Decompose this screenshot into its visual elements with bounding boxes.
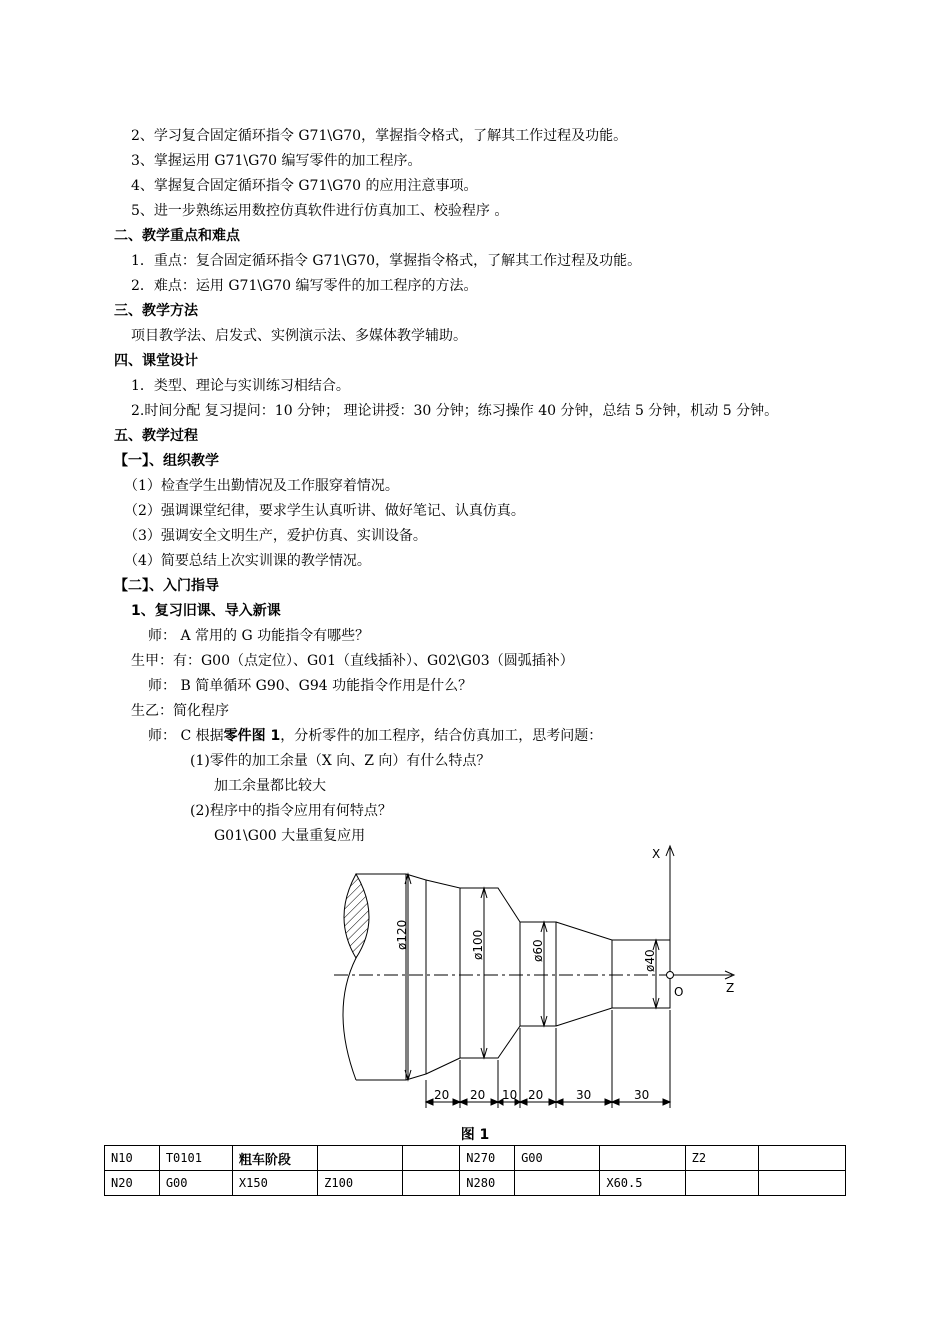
part-1-item-2: （2）强调课堂纪律，要求学生认真听讲、做好笔记、认真仿真。: [124, 503, 525, 519]
table-cell: N10: [105, 1146, 160, 1171]
table-cell: 粗车阶段: [232, 1146, 317, 1171]
answer-1: 加工余量都比较大: [214, 778, 326, 794]
table-cell: Z100: [318, 1171, 403, 1196]
dialog-student-a: 生甲：有：G00（点定位）、G01（直线插补）、G02\G03（圆弧插补）: [131, 653, 574, 669]
table-cell: Z2: [685, 1146, 758, 1171]
dialog-teacher-c: [148, 727, 602, 745]
table-cell: X150: [232, 1171, 317, 1196]
figure-caption: 图 1: [460, 1127, 490, 1143]
origin-label: O: [674, 985, 684, 999]
diameter-40: ø40: [643, 949, 657, 972]
part-1-item-3: （3）强调安全文明生产，爱护仿真、实训设备。: [124, 528, 427, 544]
table-cell: [685, 1171, 758, 1196]
part-drawing: [320, 840, 760, 1118]
objective-4: 4、掌握复合固定循环指令 G71\G70 的应用注意事项。: [131, 178, 478, 194]
length-1: 20: [434, 1088, 450, 1102]
table-cell: N270: [460, 1146, 515, 1171]
dialog-teacher-b: 师： B 简单循环 G90、G94 功能指令作用是什么？: [148, 678, 473, 694]
break-hatch: [344, 874, 369, 958]
length-6: 30: [634, 1088, 650, 1102]
table-row: [105, 1146, 846, 1171]
question-2: (2)程序中的指令应用有何特点？: [190, 803, 392, 819]
review-heading: 1、复习旧课、导入新课: [131, 603, 281, 619]
table-row: [105, 1171, 846, 1196]
table-cell: [600, 1146, 685, 1171]
diameter-120: ø120: [395, 919, 409, 950]
part-1-heading: 【一】、组织教学: [114, 453, 219, 469]
origin-marker: [667, 972, 674, 979]
objective-2: 2、学习复合固定循环指令 G71\G70，掌握指令格式，了解其工作过程及功能。: [131, 128, 628, 144]
table-cell: G00: [515, 1146, 600, 1171]
objective-5: 5、进一步熟练运用数控仿真软件进行仿真加工、校验程序 。: [131, 203, 509, 219]
length-4: 20: [528, 1088, 544, 1102]
teaching-methods: 项目教学法、启发式、实例演示法、多媒体教学辅助。: [131, 328, 467, 344]
table-cell: T0101: [159, 1146, 232, 1171]
outline-phi60: [520, 922, 556, 1026]
length-3: 10: [502, 1088, 518, 1102]
table-cell: N20: [105, 1171, 160, 1196]
diameter-100: ø100: [471, 929, 485, 960]
table-cell: [403, 1146, 460, 1171]
section-4-heading: 四、课堂设计: [114, 353, 198, 369]
program-table: [104, 1145, 846, 1196]
dialog-student-b: 生乙：简化程序: [131, 703, 229, 719]
difficult-point: 2．难点：运用 G71\G70 编写零件的加工程序的方法。: [131, 278, 478, 294]
table-cell: [758, 1146, 845, 1171]
table-cell: [758, 1171, 845, 1196]
table-cell: [515, 1171, 600, 1196]
x-axis-label: X: [652, 847, 661, 861]
diameter-60: ø60: [531, 939, 545, 962]
class-type: 1．类型、理论与实训练习相结合。: [131, 378, 350, 394]
section-2-heading: 二、教学重点和难点: [114, 228, 240, 244]
table-cell: X60.5: [600, 1171, 685, 1196]
teacher-c-suffix: ，分析零件的加工程序，结合仿真加工，思考问题：: [280, 728, 603, 744]
z-axis-label: Z: [726, 981, 735, 995]
part-drawing-ref: 零件图 1: [223, 728, 281, 744]
question-1: (1)零件的加工余量（X 向、Z 向）有什么特点？: [190, 753, 491, 769]
teacher-c-prefix: 师： C 根据: [148, 728, 224, 744]
section-5-heading: 五、教学过程: [114, 428, 198, 444]
length-2: 20: [470, 1088, 486, 1102]
outline-phi100: [426, 880, 460, 1074]
table-cell: G00: [159, 1171, 232, 1196]
break-line: [343, 958, 356, 1080]
table-cell: [318, 1146, 403, 1171]
key-point: 1．重点：复合固定循环指令 G71\G70，掌握指令格式，了解其工作过程及功能。: [131, 253, 642, 269]
outline-phi40: [612, 940, 670, 1008]
objective-3: 3、掌握运用 G71\G70 编写零件的加工程序。: [131, 153, 422, 169]
time-allocation: 2.时间分配 复习提问：10 分钟； 理论讲授：30 分钟；练习操作 40 分钟，总结 5 分钟，机动 5 分钟。: [131, 403, 779, 419]
table-cell: N280: [460, 1171, 515, 1196]
table-cell: [403, 1171, 460, 1196]
section-3-heading: 三、教学方法: [114, 303, 198, 319]
dialog-teacher-a: 师： A 常用的 G 功能指令有哪些？: [148, 628, 370, 644]
part-2-heading: 【二】、入门指导: [114, 578, 219, 594]
part-1-item-4: （4）简要总结上次实训课的教学情况。: [124, 553, 371, 569]
answer-2: G01\G00 大量重复应用: [214, 828, 366, 844]
part-1-item-1: （1）检查学生出勤情况及工作服穿着情况。: [124, 478, 399, 494]
length-5: 30: [576, 1088, 592, 1102]
